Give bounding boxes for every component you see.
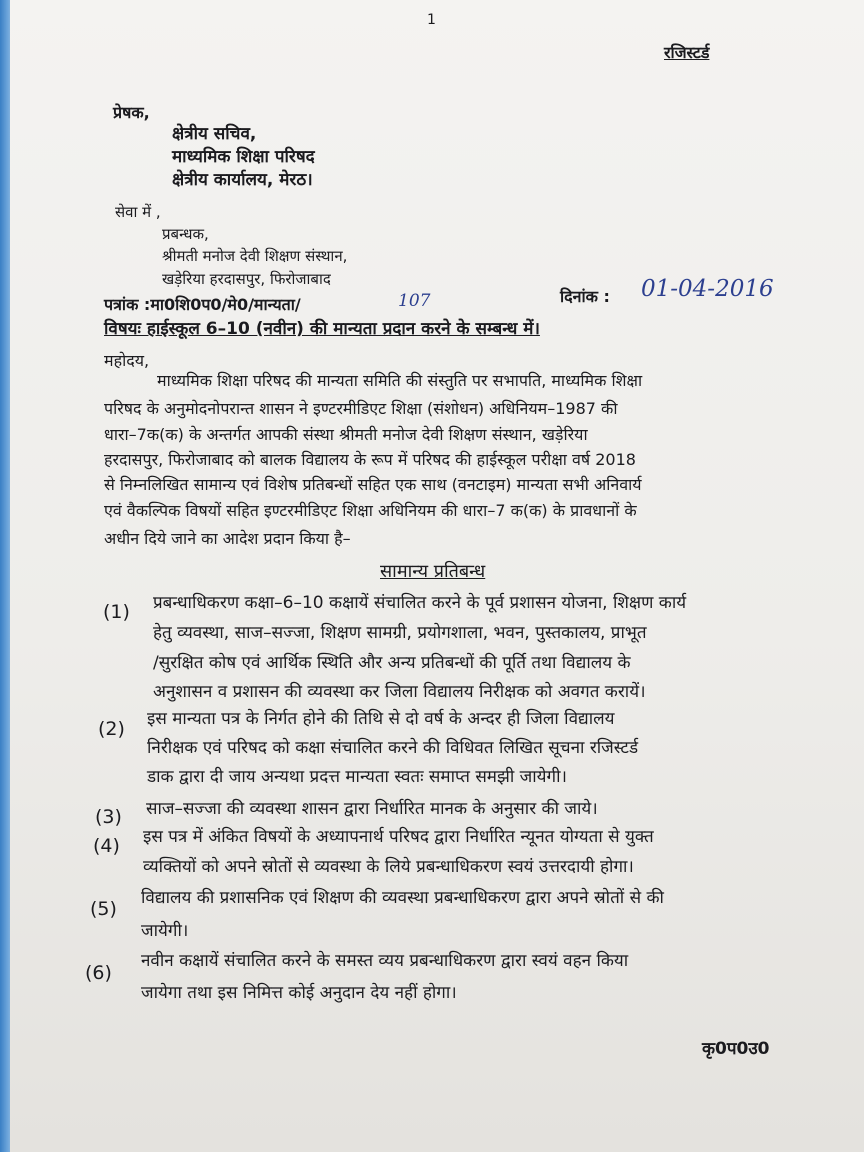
condition-number-4: (4) <box>93 835 120 857</box>
reference-prefix: पत्रांक :मा0शि0प0/मे0/मान्यता/ <box>104 295 301 314</box>
condition-number-3: (3) <box>95 806 122 828</box>
sender-line-1: क्षेत्रीय सचिव, <box>172 124 257 144</box>
body-line-1: माध्यमिक शिक्षा परिषद की मान्यता समिति की संस्तुति पर सभापति, माध्यमिक शिक्षा <box>157 371 643 390</box>
condition-number-1: (1) <box>103 601 130 623</box>
date-value: 01-04-2016 <box>641 276 774 302</box>
recipient-label: सेवा में , <box>115 203 161 221</box>
condition-6-line-2: जायेगा तथा इस निमित्त कोई अनुदान देय नहीं होगा। <box>141 983 457 1003</box>
sender-line-3: क्षेत्रीय कार्यालय, मेरठ। <box>172 170 313 190</box>
condition-2-line-2: निरीक्षक एवं परिषद को कक्षा संचालित करने की विधिवत लिखित सूचना रजिस्टर्ड <box>147 738 639 758</box>
body-line-5: से निम्नलिखित सामान्य एवं विशेष प्रतिबन्धों सहित एक साथ (वनटाइम) मान्यता सभी अनिवार्य <box>104 475 642 494</box>
registered-label: रजिस्टर्ड <box>664 43 710 62</box>
salutation: महोदय, <box>104 351 150 370</box>
subject-line: विषयः हाईस्कूल 6–10 (नवीन) की मान्यता प्रदान करने के सम्बन्ध में। <box>104 319 540 339</box>
condition-1-line-1: प्रबन्धाधिकरण कक्षा–6–10 कक्षायें संचालित करने के पूर्व प्रशासन योजना, शिक्षण कार्य <box>153 593 687 613</box>
condition-4-line-2: व्यक्तियों को अपने स्रोतों से व्यवस्था के लिये प्रबन्धाधिकरण स्वयं उत्तरदायी होगा। <box>143 857 634 877</box>
recipient-line-2: श्रीमती मनोज देवी शिक्षण संस्थान, <box>162 247 348 265</box>
condition-1-line-2: हेतु व्यवस्था, साज–सज्जा, शिक्षण सामग्री, प्रयोगशाला, भवन, पुस्तकालय, प्राभूत <box>153 623 647 643</box>
condition-6-line-1: नवीन कक्षायें संचालित करने के समस्त व्यय प्रबन्धाधिकरण द्वारा स्वयं वहन किया <box>141 951 629 971</box>
section-heading: सामान्य प्रतिबन्ध <box>380 561 486 582</box>
condition-number-6: (6) <box>85 962 112 984</box>
condition-5-line-2: जायेगी। <box>141 921 189 941</box>
reference-number: 107 <box>398 291 431 311</box>
condition-3-line-1: साज–सज्जा की व्यवस्था शासन द्वारा निर्धारित मानक के अनुसार की जाये। <box>146 799 598 819</box>
condition-5-line-1: विद्यालय की प्रशासनिक एवं शिक्षण की व्यवस्था प्रबन्धाधिकरण द्वारा अपने स्रोतों से की <box>141 888 664 908</box>
continued-overleaf: कृ0प0उ0 <box>702 1039 770 1059</box>
condition-1-line-4: अनुशासन व प्रशासन की व्यवस्था कर जिला विद्यालय निरीक्षक को अवगत करायें। <box>153 682 646 702</box>
body-line-4: हरदासपुर, फिरोजाबाद को बालक विद्यालय के रूप में परिषद की हाईस्कूल परीक्षा वर्ष 2018 <box>104 450 636 469</box>
body-line-6: एवं वैकल्पिक विषयों सहित इण्टरमीडिएट शिक्षा अधिनियम की धारा–7 क(क) के प्रावधानों के <box>104 501 637 520</box>
condition-1-line-3: /सुरक्षित कोष एवं आर्थिक स्थिति और अन्य प्रतिबन्धों की पूर्ति तथा विद्यालय के <box>153 653 631 673</box>
body-line-7: अधीन दिये जाने का आदेश प्रदान किया है– <box>104 529 351 548</box>
condition-4-line-1: इस पत्र में अंकित विषयों के अध्यापनार्थ परिषद द्वारा निर्धारित न्यूनत योग्यता से युक्त <box>143 827 654 847</box>
condition-number-2: (2) <box>98 718 125 740</box>
page-number: 1 <box>427 12 436 28</box>
body-line-3: धारा–7क(क) के अन्तर्गत आपकी संस्था श्रीमती मनोज देवी शिक्षण संस्थान, खड़ेरिया <box>104 425 588 444</box>
recipient-line-3: खड़ेरिया हरदासपुर, फिरोजाबाद <box>162 270 331 288</box>
sender-line-2: माध्यमिक शिक्षा परिषद <box>172 147 315 167</box>
body-line-2: परिषद के अनुमोदनोपरान्त शासन ने इण्टरमीडिएट शिक्षा (संशोधन) अधिनियम–1987 की <box>104 399 618 418</box>
condition-2-line-1: इस मान्यता पत्र के निर्गत होने की तिथि से दो वर्ष के अन्दर ही जिला विद्यालय <box>147 709 615 729</box>
condition-number-5: (5) <box>90 898 117 920</box>
date-label: दिनांक : <box>560 287 610 306</box>
condition-2-line-3: डाक द्वारा दी जाय अन्यथा प्रदत्त मान्यता स्वतः समाप्त समझी जायेगी। <box>147 767 567 787</box>
sender-label: प्रेषक, <box>113 103 150 122</box>
recipient-line-1: प्रबन्धक, <box>162 225 209 243</box>
